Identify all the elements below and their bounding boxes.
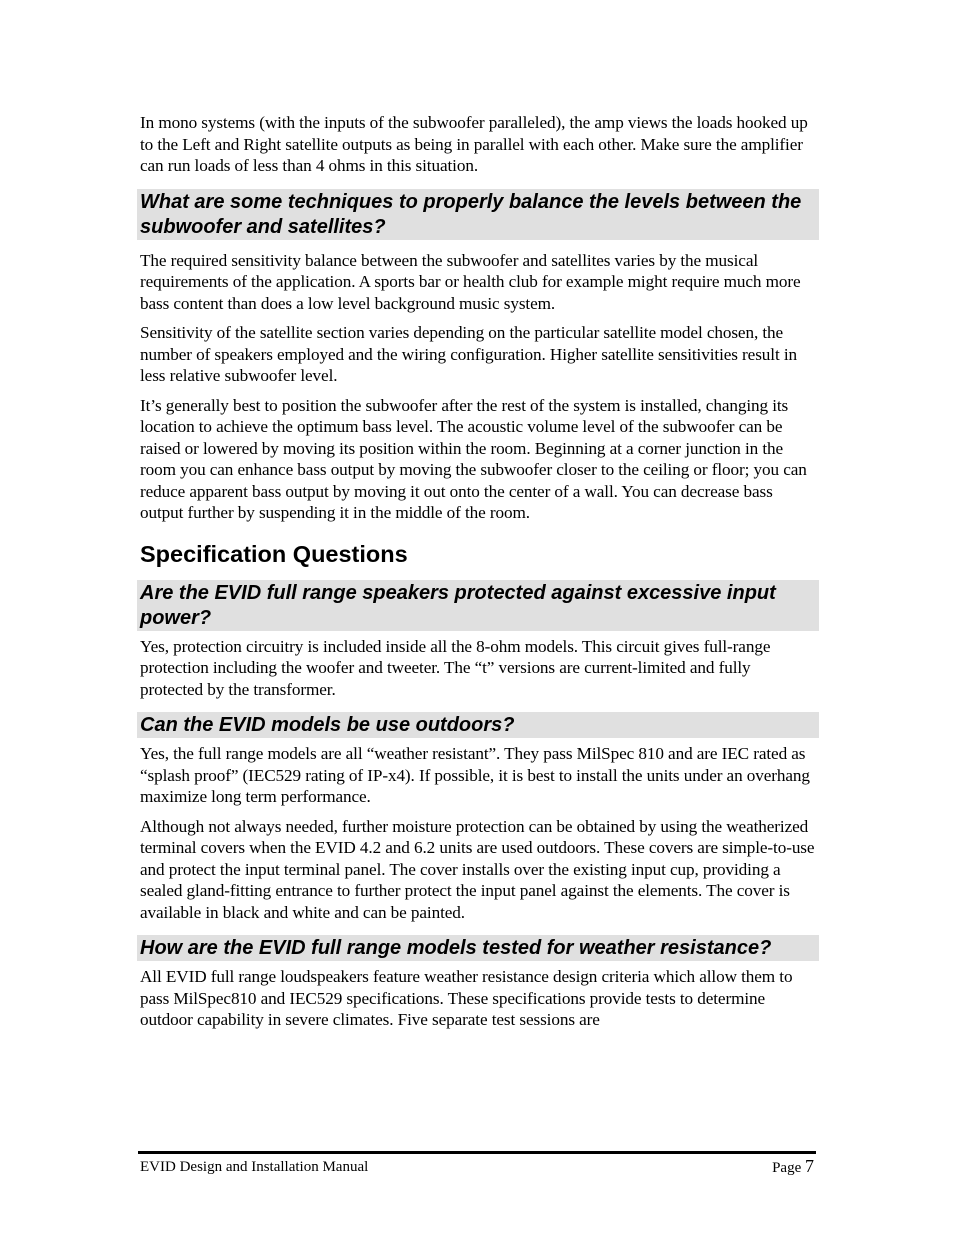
answer-paragraph: All EVID full range loudspeakers feature weather resistance design criteria which allow them to pass MilSpec810 and IEC529 specifications. These specifications provide tests to determine outdoor capability in severe climates. Five separate test sessions are — [140, 967, 793, 1029]
answer-paragraph: The required sensitivity balance between the subwoofer and satellites varies by the musical requirements of the application. A sports bar or health club for example might require much more bass content than does a low level background music system. — [140, 250, 801, 313]
answer-paragraph: Yes, protection circuitry is included inside all the 8-ohm models. This circuit gives full-range protection including the woofer and tweeter. The “t” versions are current-limited and fully protected by the transformer. — [140, 636, 771, 699]
footer-manual-title: EVID Design and Installation Manual — [140, 1159, 369, 1175]
footer-page-number: 7 — [805, 1156, 814, 1176]
question-heading-input-power: Are the EVID full range speakers protected against excessive input power? — [137, 580, 819, 631]
intro-paragraph: In mono systems (with the inputs of the subwoofer paralleled), the amp views the loads hooked up to the Left and Right satellite outputs as being in parallel with each other. Make sure the amplifier can run loads of less than 4 ohms in this situation. — [140, 113, 808, 175]
question-heading-weather-testing: How are the EVID full range models tested for weather resistance? — [137, 935, 819, 961]
answer-paragraph: Yes, the full range models are all “weather resistant”. They pass MilSpec 810 and are IEC rated as “splash proof” (IEC529 rating of IP-x4). If possible, it is best to install the units under an overhang maximize long term performance. — [140, 744, 810, 806]
answer-paragraph: Sensitivity of the satellite section varies depending on the particular satellite model chosen, the number of speakers employed and the wiring configuration. Higher satellite sensitivities result in less relative subwoofer level. — [140, 323, 798, 385]
answer-paragraph: It’s generally best to position the subwoofer after the rest of the system is installed, changing its location to achieve the optimum bass level. The acoustic volume level of the subwoofer can be raised or lowered by moving its position within the room. Beginning at a corner junction in the room you can enhance bass output by moving the subwoofer closer to the ceiling or floor; you can reduce apparent bass output by moving it out onto the center of a wall. You can decrease bass output further by suspending it in the middle of the room. — [140, 395, 807, 522]
question-heading-balance-levels: What are some techniques to properly balance the levels between the subwoofer and satellites? — [137, 189, 819, 240]
section-title: Specification Questions — [140, 540, 408, 567]
footer-page-label: Page — [772, 1160, 802, 1176]
answer-paragraph: Although not always needed, further moisture protection can be obtained by using the weatherized terminal covers when the EVID 4.2 and 6.2 units are used outdoors. These covers are simple-to-use and protect the input terminal panel. The cover installs over the existing input cup, providing a sealed gland-fitting entrance to further protect the input panel against the elements. The cover is available in black and white and can be painted. — [140, 816, 815, 922]
footer-divider — [138, 1151, 816, 1154]
footer-page-indicator — [772, 1156, 814, 1177]
page-content — [140, 112, 816, 1039]
question-heading-outdoors: Can the EVID models be use outdoors? — [137, 712, 819, 738]
